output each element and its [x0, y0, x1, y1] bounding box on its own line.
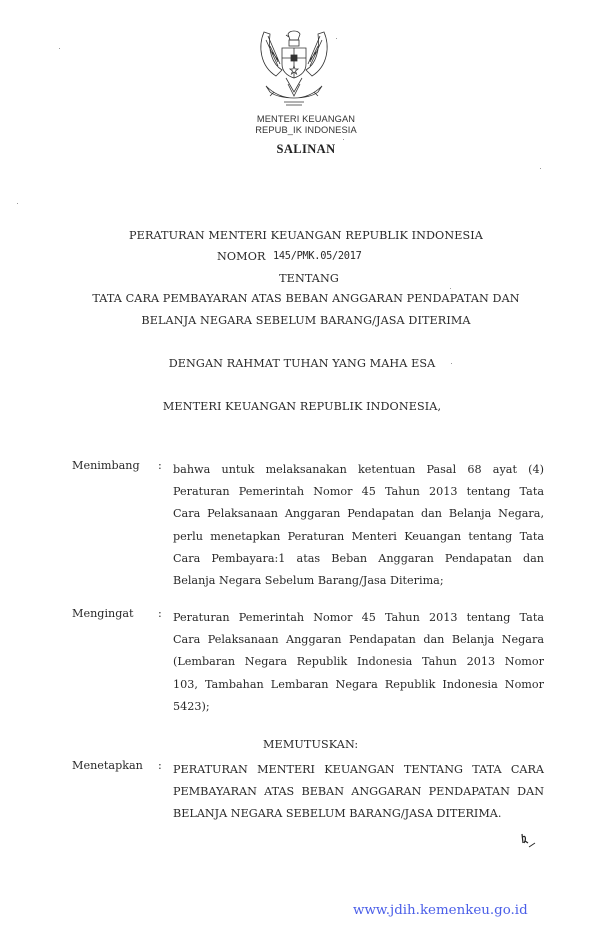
scan-speck — [343, 139, 344, 140]
regulation-number: 145/PMK.05/2017 — [273, 250, 362, 262]
scan-speck — [59, 48, 60, 49]
section-colon: : — [158, 759, 162, 772]
scan-speck — [451, 363, 452, 364]
section-body — [173, 607, 544, 718]
section-colon: : — [158, 459, 162, 472]
body-line: bahwa untuk melaksanakan ketentuan Pasal 68 ayat (4) — [173, 463, 544, 476]
invocation: DENGAN RAHMAT TUHAN YANG MAHA ESA — [168, 357, 436, 370]
body-line: (Lembaran Negara Republik Indonesia Tahun 2013 Nomor — [173, 655, 544, 669]
issuing-authority: MENTERI KEUANGAN REPUBLIK INDONESIA, — [162, 400, 442, 413]
body-line: BELANJA NEGARA SEBELUM BARANG/JASA DITERIMA. — [173, 807, 502, 821]
body-line: Belanja Negara Sebelum Barang/Jasa Diterima; — [173, 573, 444, 587]
scan-speck — [17, 203, 18, 204]
salinan-stamp: SALINAN — [276, 142, 336, 156]
body-line: PEMBAYARAN ATAS BEBAN ANGGARAN PENDAPATAN DAN — [173, 785, 544, 799]
regulation-title: PERATURAN MENTERI KEUANGAN REPUBLIK INDONESIA — [129, 229, 483, 242]
section-body — [173, 459, 544, 592]
paraf-initial-icon — [520, 833, 538, 849]
ministry-name-line2: REPUB_IK INDONESIA — [255, 125, 357, 135]
body-line: Cara Pelaksanaan Anggaran Pendapatan dan Belanja Negara — [173, 633, 544, 647]
body-line: Peraturan Pemerintah Nomor 45 Tahun 2013 tentang Tata — [173, 611, 544, 624]
tentang-heading: TENTANG — [279, 272, 339, 285]
body-line: perlu menetapkan Peraturan Menteri Keuangan tentang Tata — [173, 529, 544, 543]
section-label: Menetapkan — [72, 759, 143, 772]
section-colon: : — [158, 607, 162, 620]
body-line: 5423); — [173, 699, 210, 713]
regulation-number-label: NOMOR — [217, 250, 266, 263]
scan-speck — [450, 288, 451, 289]
body-line: Cara Pelaksanaan Anggaran Pendapatan dan Belanja Negara, — [173, 507, 544, 521]
body-line: Cara Pembayara:1 atas Beban Anggaran Pendapatan dan — [173, 551, 544, 565]
scan-speck — [540, 168, 541, 169]
body-line: Peraturan Pemerintah Nomor 45 Tahun 2013 tentang Tata — [173, 485, 544, 499]
body-line: PERATURAN MENTERI KEUANGAN TENTANG TATA CARA — [173, 763, 544, 776]
garuda-emblem-icon — [256, 26, 332, 110]
regulation-subject-line2: BELANJA NEGARA SEBELUM BARANG/JASA DITERIMA — [141, 314, 471, 327]
ministry-name-line1: MENTERI KEUANGAN — [256, 114, 356, 124]
footer-website-link[interactable]: www.jdih.kemenkeu.go.id — [353, 903, 528, 918]
decision-heading: MEMUTUSKAN: — [263, 738, 359, 751]
body-line: 103, Tambahan Lembaran Negara Republik Indonesia Nomor — [173, 677, 544, 691]
section-label: Menimbang — [72, 459, 140, 472]
section-body — [173, 759, 544, 826]
section-label: Mengingat — [72, 607, 134, 620]
regulation-subject-line1: TATA CARA PEMBAYARAN ATAS BEBAN ANGGARAN PENDAPATAN DAN — [92, 292, 520, 305]
scan-speck — [336, 38, 337, 39]
